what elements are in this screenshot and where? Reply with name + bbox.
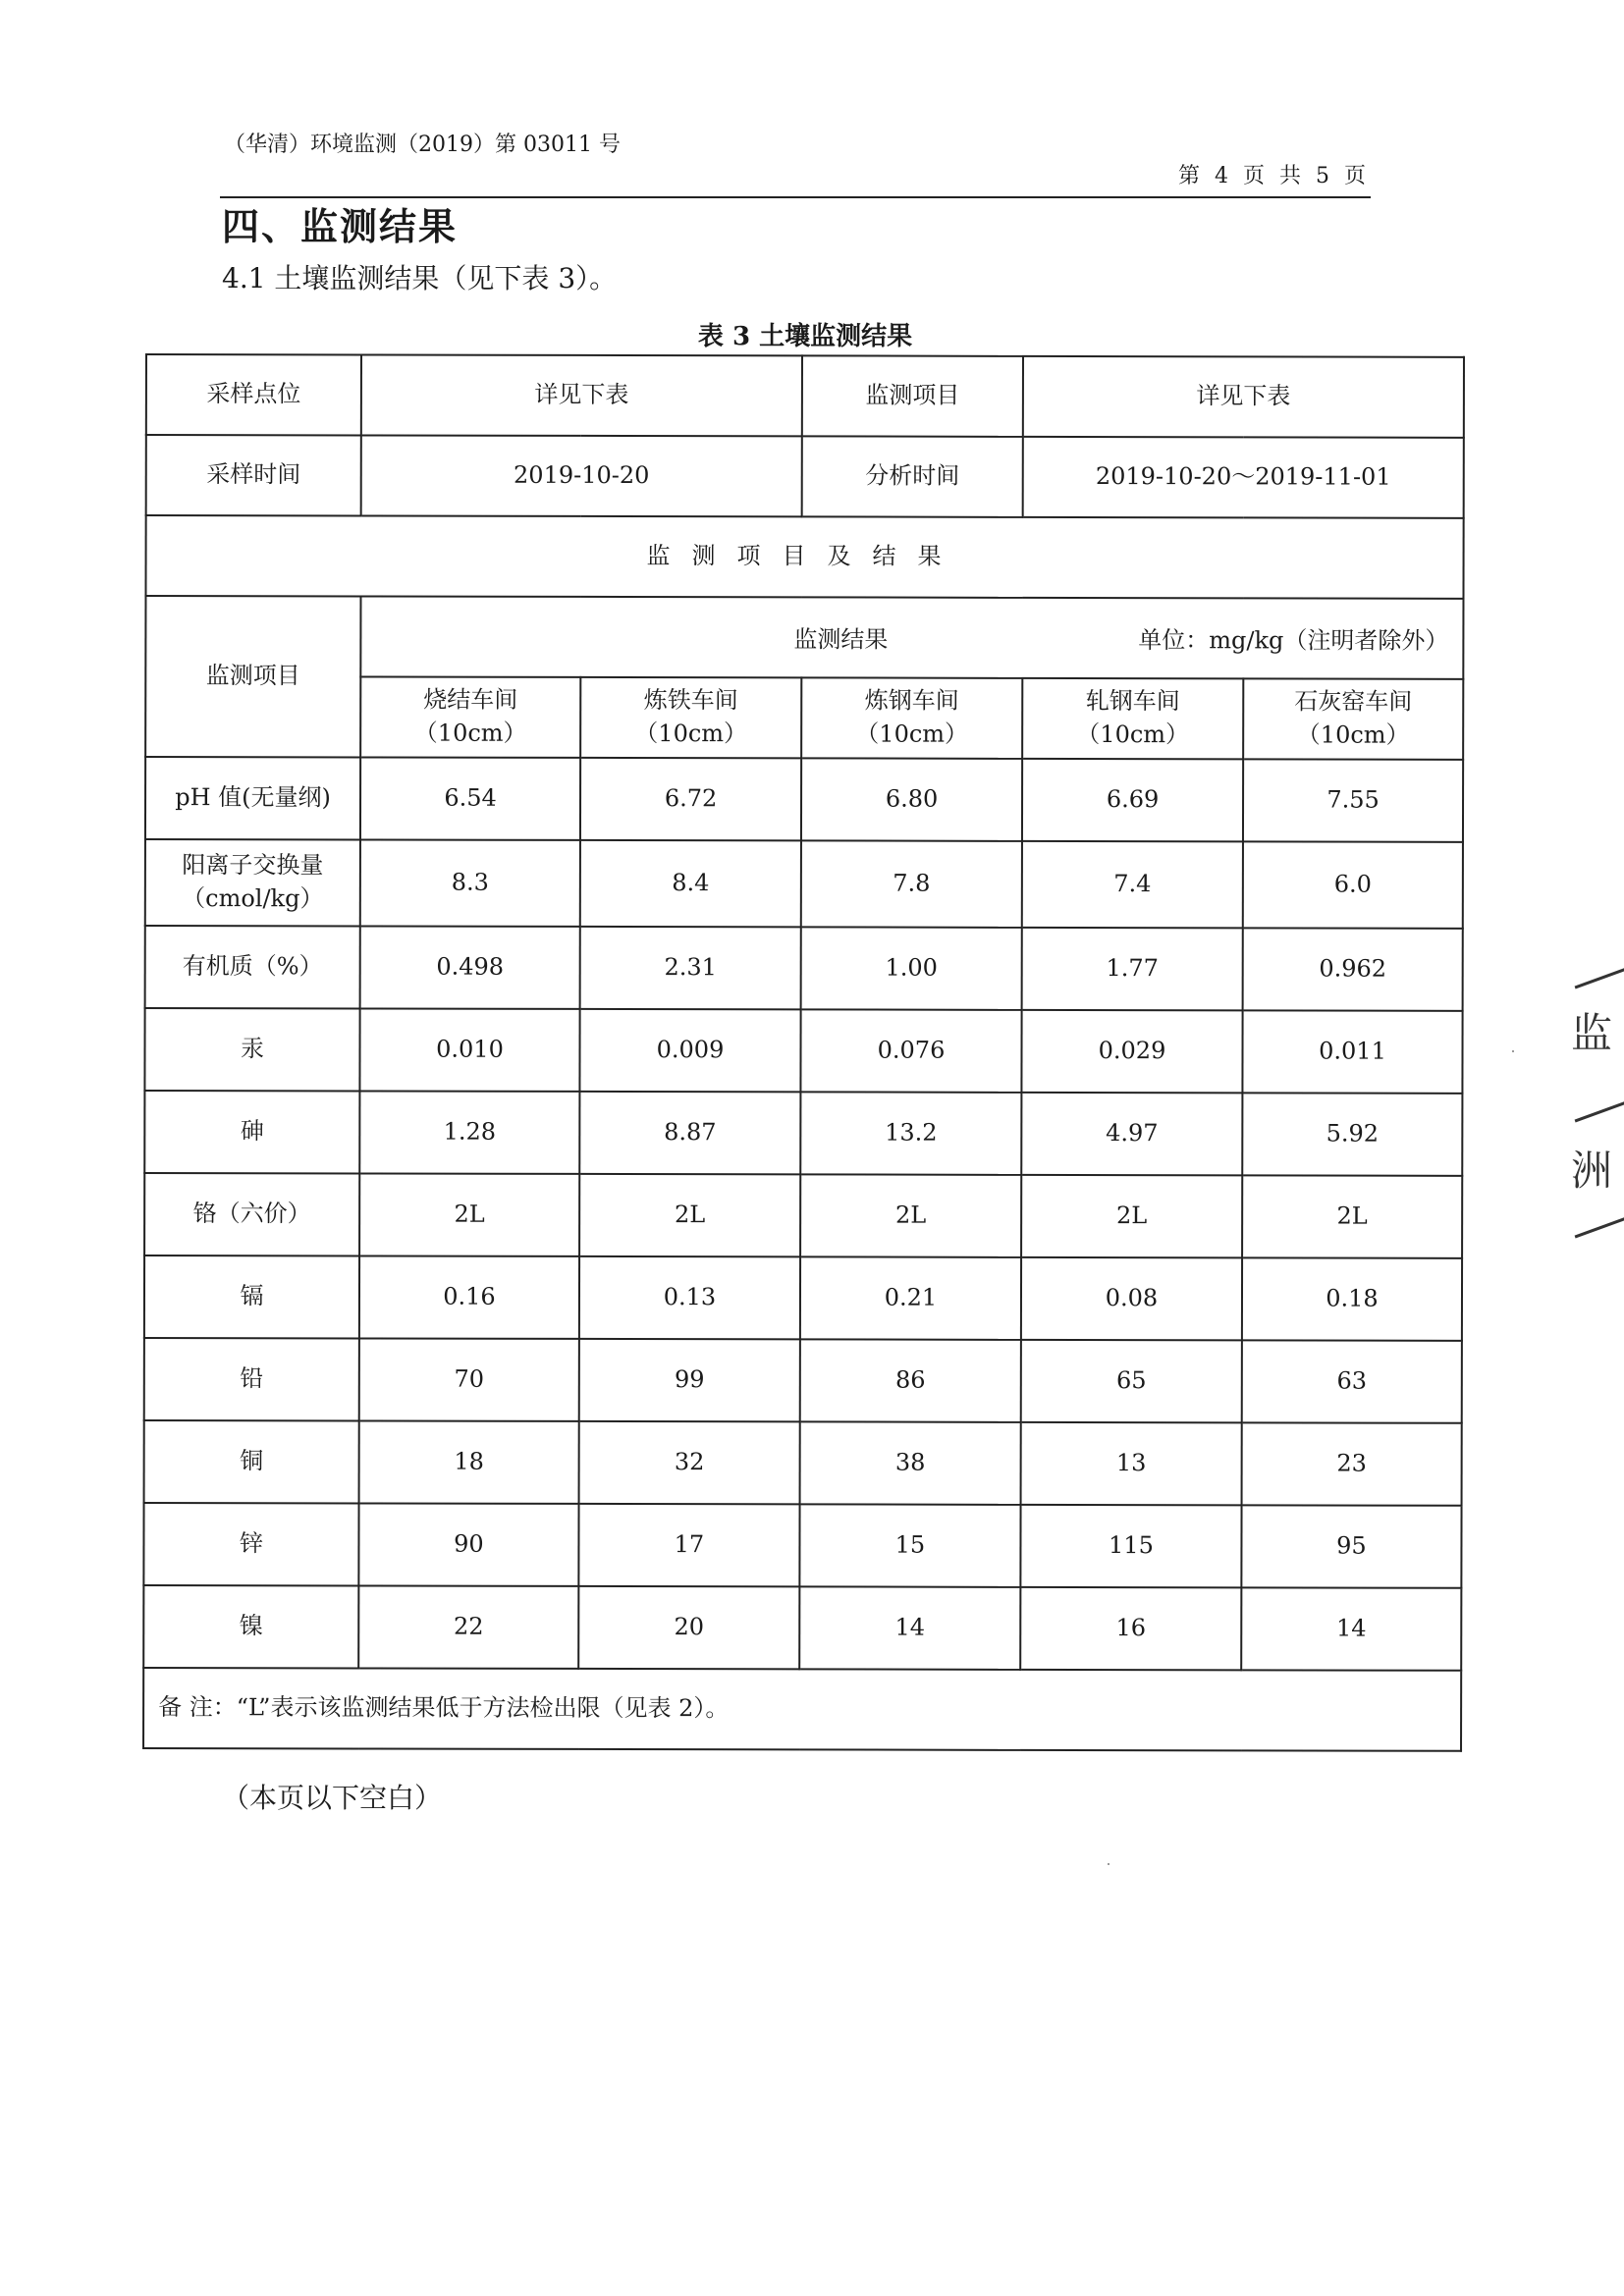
table-row [145, 757, 1463, 842]
table-cell: 22 [358, 1585, 578, 1668]
table-cell: 7.4 [1022, 841, 1243, 928]
info-label: 采样点位 [146, 354, 361, 435]
row-item-label: 汞 [144, 1008, 359, 1091]
table-row [144, 1008, 1462, 1094]
table-cell: 86 [800, 1339, 1021, 1421]
table-row [143, 1503, 1461, 1588]
table-cell: 18 [359, 1420, 579, 1503]
info-value: 2019-10-20 [361, 435, 802, 516]
table-cell: 20 [578, 1586, 799, 1669]
table-cell: 63 [1242, 1340, 1462, 1422]
table-row [144, 1338, 1462, 1423]
table-cell: 2L [1242, 1175, 1462, 1257]
table-cell: 0.16 [359, 1255, 579, 1338]
results-label: 监测结果 [793, 625, 889, 654]
table-row [145, 839, 1463, 929]
results-header-row [145, 596, 1463, 679]
column-header: 炼铁车间 （10cm） [580, 677, 801, 758]
table-cell: 38 [800, 1421, 1021, 1504]
table-cell: 0.962 [1243, 928, 1463, 1010]
table-row [145, 926, 1463, 1011]
row-item-label: 砷 [144, 1091, 359, 1173]
info-value: 详见下表 [361, 354, 802, 436]
table-cell: 0.010 [359, 1008, 579, 1091]
section-title: 四、监测结果 [222, 205, 459, 248]
subsection-title: 4.1 土壤监测结果（见下表 3）。 [222, 262, 618, 294]
table-cell: 6.0 [1243, 841, 1463, 928]
table-caption: 表 3 土壤监测结果 [697, 322, 913, 351]
soil-monitoring-table [142, 353, 1465, 1752]
info-label: 监测项目 [802, 355, 1023, 436]
table-cell: 4.97 [1021, 1093, 1242, 1175]
table-cell: 0.076 [800, 1009, 1021, 1092]
table-cell: 13.2 [800, 1092, 1021, 1174]
table-cell: 2L [800, 1174, 1021, 1256]
row-item-label: 镉 [144, 1255, 359, 1338]
row-item-label: 铅 [144, 1338, 359, 1420]
table-cell: 6.54 [360, 757, 580, 839]
table-cell: 0.18 [1242, 1257, 1462, 1340]
table-cell: 0.029 [1021, 1010, 1242, 1093]
seal-stamp-fragment: 监 洲 [1567, 962, 1624, 1256]
table-cell: 32 [579, 1421, 800, 1504]
table-row [144, 1091, 1462, 1176]
table-cell: 8.4 [580, 840, 801, 927]
table-cell: 14 [1241, 1587, 1461, 1670]
table-cell: 0.011 [1242, 1010, 1462, 1093]
table-cell: 115 [1020, 1505, 1241, 1587]
table-cell: 6.80 [801, 758, 1022, 840]
table-cell: 8.3 [360, 839, 580, 926]
info-value: 2019-10-20～2019-11-01 [1023, 437, 1464, 518]
table-cell: 5.92 [1242, 1093, 1462, 1175]
table-cell: 2L [1021, 1175, 1242, 1257]
document-number: （华清）环境监测（2019）第 03011 号 [224, 133, 621, 157]
column-header: 轧钢车间 （10cm） [1022, 678, 1243, 759]
table-cell: 65 [1021, 1340, 1242, 1422]
info-label: 采样时间 [146, 435, 361, 515]
table-cell: 7.55 [1243, 759, 1463, 841]
table-cell: 0.009 [579, 1009, 800, 1092]
table-row [144, 1173, 1462, 1258]
info-row-sampling-time [146, 435, 1464, 518]
table-cell: 6.72 [580, 758, 801, 840]
table-row [143, 1585, 1461, 1671]
table-cell: 2L [579, 1174, 800, 1256]
note-row [143, 1668, 1461, 1751]
scan-speck [1512, 1050, 1514, 1052]
row-item-label: 铜 [144, 1420, 359, 1503]
column-header: 石灰窑车间 （10cm） [1243, 678, 1463, 759]
table-cell: 2.31 [580, 927, 801, 1009]
table-cell: 0.13 [579, 1256, 800, 1339]
results-unit-header [360, 596, 1463, 678]
table-cell: 0.21 [800, 1256, 1021, 1339]
row-item-label: 有机质（%） [145, 926, 360, 1008]
scan-speck [1108, 1863, 1110, 1865]
data-rows [143, 757, 1463, 1671]
table-cell: 6.69 [1022, 759, 1243, 841]
table-note: 备 注：“L”表示该监测结果低于方法检出限（见表 2）。 [143, 1668, 1461, 1751]
row-item-label: 镍 [143, 1585, 358, 1668]
table-cell: 8.87 [579, 1092, 800, 1174]
column-header: 炼钢车间 （10cm） [801, 677, 1022, 758]
table-cell: 90 [358, 1503, 578, 1585]
row-item-label: 锌 [143, 1503, 358, 1585]
info-row-sampling-site [146, 354, 1464, 438]
table-cell: 16 [1020, 1587, 1241, 1670]
table-cell: 0.08 [1021, 1257, 1242, 1340]
table-row [144, 1255, 1462, 1341]
row-item-label: 阳离子交换量 （cmol/kg） [145, 839, 360, 926]
table-cell: 17 [578, 1504, 799, 1586]
table-cell: 95 [1241, 1505, 1461, 1587]
table-cell: 23 [1242, 1422, 1462, 1505]
table-cell: 15 [799, 1504, 1020, 1586]
table-cell: 7.8 [801, 840, 1022, 927]
blank-page-note: （本页以下空白） [222, 1782, 443, 1814]
unit-label: 单位：mg/kg（注明者除外） [1138, 626, 1449, 655]
item-column-header: 监测项目 [145, 596, 360, 757]
info-value: 详见下表 [1023, 356, 1464, 438]
table-cell: 1.77 [1022, 928, 1243, 1010]
page-number: 第 4 页 共 5 页 [1178, 164, 1370, 188]
table-cell: 1.28 [359, 1091, 579, 1173]
info-label: 分析时间 [802, 436, 1023, 516]
banner-cell: 监测项目及结果 [145, 515, 1463, 599]
table-cell: 70 [359, 1338, 579, 1420]
table-cell: 1.00 [801, 927, 1022, 1009]
table-cell: 14 [799, 1586, 1020, 1669]
row-item-label: 铬（六价） [144, 1173, 359, 1255]
banner-row [145, 515, 1463, 599]
row-item-label: pH 值(无量纲) [145, 757, 360, 839]
table-cell: 2L [359, 1173, 579, 1255]
column-header: 烧结车间 （10cm） [360, 676, 580, 757]
table-cell: 0.498 [360, 926, 580, 1008]
table-cell: 99 [579, 1339, 800, 1421]
table-row [144, 1420, 1462, 1506]
table-cell: 13 [1021, 1422, 1242, 1505]
